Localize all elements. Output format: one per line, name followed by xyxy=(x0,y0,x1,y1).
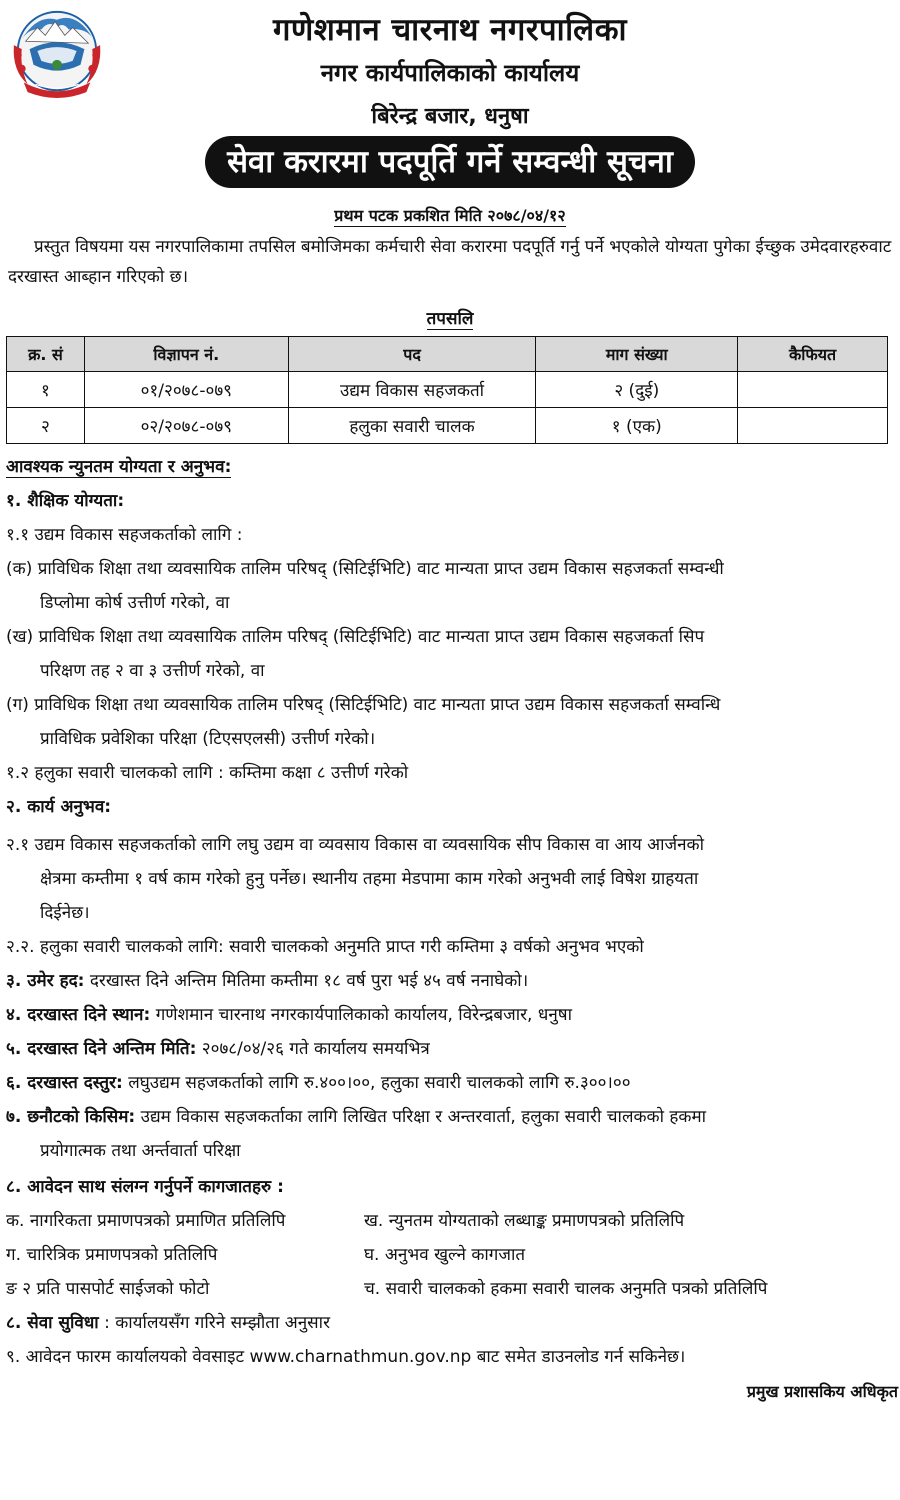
selection-line1 xyxy=(6,1104,706,1127)
cell-ad-no: ०१/२०७८-०७९ xyxy=(84,372,288,408)
exp-2-1-line1: २.१ उद्यम विकास सहजकर्ताको लागि लघु उद्यम वा व्यवसाय विकास वा व्यवसायिक सीप विकास वा आय आर्जनको xyxy=(6,835,705,855)
table-row xyxy=(7,372,888,408)
schedule-label-line xyxy=(0,306,900,329)
notice-title-wrap xyxy=(0,136,900,188)
cell-demand: २ (दुई) xyxy=(536,372,738,408)
cell-sn: १ xyxy=(7,372,85,408)
form-download-line: ९. आवेदन फारम कार्यालयको वेवसाइट www.charnathmun.gov.np बाट समेत डाउनलोड गर्न सकिनेछ। xyxy=(6,1347,686,1367)
schedule-label: तपसलि xyxy=(426,309,474,329)
experience-heading: २. कार्य अनुभव: xyxy=(6,797,112,817)
apply-place-label: ४. दरखास्त दिने स्थान: xyxy=(6,1005,151,1025)
selection-line2: प्रयोगात्मक तथा अर्न्तवार्ता परिक्षा xyxy=(40,1141,241,1161)
municipality-name: गणेशमान चारनाथ नगरपालिका xyxy=(272,12,628,48)
edu-kha-line2: परिक्षण तह २ वा ३ उत्तीर्ण गरेको, वा xyxy=(40,661,265,681)
exp-2-1-line3: दिईनेछ। xyxy=(40,903,90,923)
fee-line xyxy=(6,1070,631,1093)
apply-place-line xyxy=(6,1002,572,1025)
document-item: क. नागरिकता प्रमाणपत्रको प्रमाणित प्रतिलिपि xyxy=(6,1211,286,1231)
deadline-label: ५. दरखास्त दिने अन्तिम मिति: xyxy=(6,1039,197,1059)
documents-heading: ८. आवेदन साथ संलग्न गर्नुपर्ने कागजातहरु : xyxy=(6,1177,284,1197)
document-item: घ. अनुभव खुल्ने कागजात xyxy=(364,1245,526,1265)
publish-date-line xyxy=(0,204,900,226)
office-address: बिरेन्द्र बजार, धनुषा xyxy=(371,104,529,129)
col-header-ad-no: विज्ञापन नं. xyxy=(84,337,288,372)
service-text: : कार्यालयसँग गरिने सम्झौता अनुसार xyxy=(98,1313,331,1333)
cell-ad-no: ०२/२०७८-०७९ xyxy=(84,408,288,444)
publish-date: प्रथम पटक प्रकशित मिति २०७८/०४/१२ xyxy=(334,206,566,225)
edu-1-2: १.२ हलुका सवारी चालकको लागि : कम्तिमा कक्षा ८ उत्तीर्ण गरेको xyxy=(6,763,409,783)
signature-title: प्रमुख प्रशासकिय अधिकृत xyxy=(746,1382,898,1401)
document-item: ख. न्युनतम योग्यताको लब्धाङ्क प्रमाणपत्रको प्रतिलिपि xyxy=(364,1211,685,1231)
deadline-text: २०७८/०४/२६ गते कार्यालय समयभित्र xyxy=(196,1039,430,1059)
office-name: नगर कार्यपालिकाको कार्यालय xyxy=(320,59,580,87)
requirements-heading: आवश्यक न्युनतम योग्यता र अनुभव: xyxy=(6,457,232,477)
deadline-line xyxy=(6,1036,430,1059)
fee-text: लघुउद्यम सहजकर्ताको लागि रु.४००।००, हलुका सवारी चालकको लागि रु.३००।०० xyxy=(122,1073,631,1093)
col-header-demand: माग संख्या xyxy=(536,337,738,372)
notice-title: सेवा करारमा पदपूर्ति गर्ने सम्वन्धी सूचना xyxy=(205,136,695,188)
vacancy-table xyxy=(6,336,888,444)
selection-label: ७. छनौटको किसिम: xyxy=(6,1107,136,1127)
edu-ga-line1: (ग) प्राविधिक शिक्षा तथा व्यवसायिक तालिम परिषद् (सिटिईभिटि) वाट मान्यता प्राप्त उद्यम विकास सहजकर्ता सम्वन्धि xyxy=(6,695,721,715)
exp-2-2: २.२. हलुका सवारी चालकको लागि: सवारी चालकको अनुमति प्राप्त गरी कम्तिमा ३ वर्षको अनुभव भएको xyxy=(6,937,644,957)
cell-remarks xyxy=(738,408,888,444)
age-limit-line xyxy=(6,968,528,991)
edu-ka-line2: डिप्लोमा कोर्ष उत्तीर्ण गरेको, वा xyxy=(40,593,230,613)
service-label: ८. सेवा सुविधा xyxy=(6,1313,99,1333)
notice-header xyxy=(0,0,900,140)
edu-kha-line1: (ख) प्राविधिक शिक्षा तथा व्यवसायिक तालिम परिषद् (सिटिईभिटि) वाट मान्यता प्राप्त उद्यम विकास सहजकर्ता सिप xyxy=(6,627,705,647)
document-item: च. सवारी चालकको हकमा सवारी चालक अनुमति पत्रको प्रतिलिपि xyxy=(364,1279,768,1299)
intro-paragraph: प्रस्तुत विषयमा यस नगरपालिकामा तपसिल बमोजिमका कर्मचारी सेवा करारमा पदपूर्ति गर्नु पर्ने भएकोले योग्यता पुगेका ईच्छुक उमेदवारहरुवाट दरखास्त आब्हान गरिएको छ। xyxy=(8,237,892,287)
service-line xyxy=(6,1310,330,1333)
edu-ga-line2: प्राविधिक प्रवेशिका परिक्षा (टिएसएलसी) उत्तीर्ण गरेको। xyxy=(40,729,376,749)
apply-place-text: गणेशमान चारनाथ नगरकार्यपालिकाको कार्यालय, विरेन्द्रबजार, धनुषा xyxy=(150,1005,572,1025)
cell-post: उद्यम विकास सहजकर्ता xyxy=(288,372,536,408)
cell-demand: १ (एक) xyxy=(536,408,738,444)
table-row xyxy=(7,408,888,444)
cell-remarks xyxy=(738,372,888,408)
table-header-row xyxy=(7,337,888,372)
col-header-remarks: कैफियत xyxy=(738,337,888,372)
document-item: ङ २ प्रति पासपोर्ट साईजको फोटो xyxy=(6,1279,210,1299)
cell-post: हलुका सवारी चालक xyxy=(288,408,536,444)
col-header-post: पद xyxy=(288,337,536,372)
edu-ka-line1: (क) प्राविधिक शिक्षा तथा व्यवसायिक तालिम परिषद् (सिटिईभिटि) वाट मान्यता प्राप्त उद्यम विकास सहजकर्ता सम्वन्धी xyxy=(6,559,724,579)
exp-2-1-line2: क्षेत्रमा कम्तीमा १ वर्ष काम गरेको हुनु पर्नेछ। स्थानीय तहमा मेडपामा काम गरेको अनुभवी लाई विषेश ग्राहयता xyxy=(40,869,699,889)
selection-text: उद्यम विकास सहजकर्ताका लागि लिखित परिक्षा र अन्तरवार्ता, हलुका सवारी चालकको हकमा xyxy=(135,1107,707,1127)
col-header-sn: क्र. सं xyxy=(7,337,85,372)
age-limit-label: ३. उमेर हद: xyxy=(6,971,85,991)
fee-label: ६. दरखास्त दस्तुर: xyxy=(6,1073,123,1093)
edu-heading: १. शैक्षिक योग्यता: xyxy=(6,491,125,511)
edu-1-1: १.१ उद्यम विकास सहजकर्ताको लागि : xyxy=(6,525,243,545)
cell-sn: २ xyxy=(7,408,85,444)
age-limit-text: दरखास्त दिने अन्तिम मितिमा कम्तीमा १८ वर्ष पुरा भई ४५ वर्ष ननाघेको। xyxy=(84,971,529,991)
document-item: ग. चारित्रिक प्रमाणपत्रको प्रतिलिपि xyxy=(6,1245,218,1265)
